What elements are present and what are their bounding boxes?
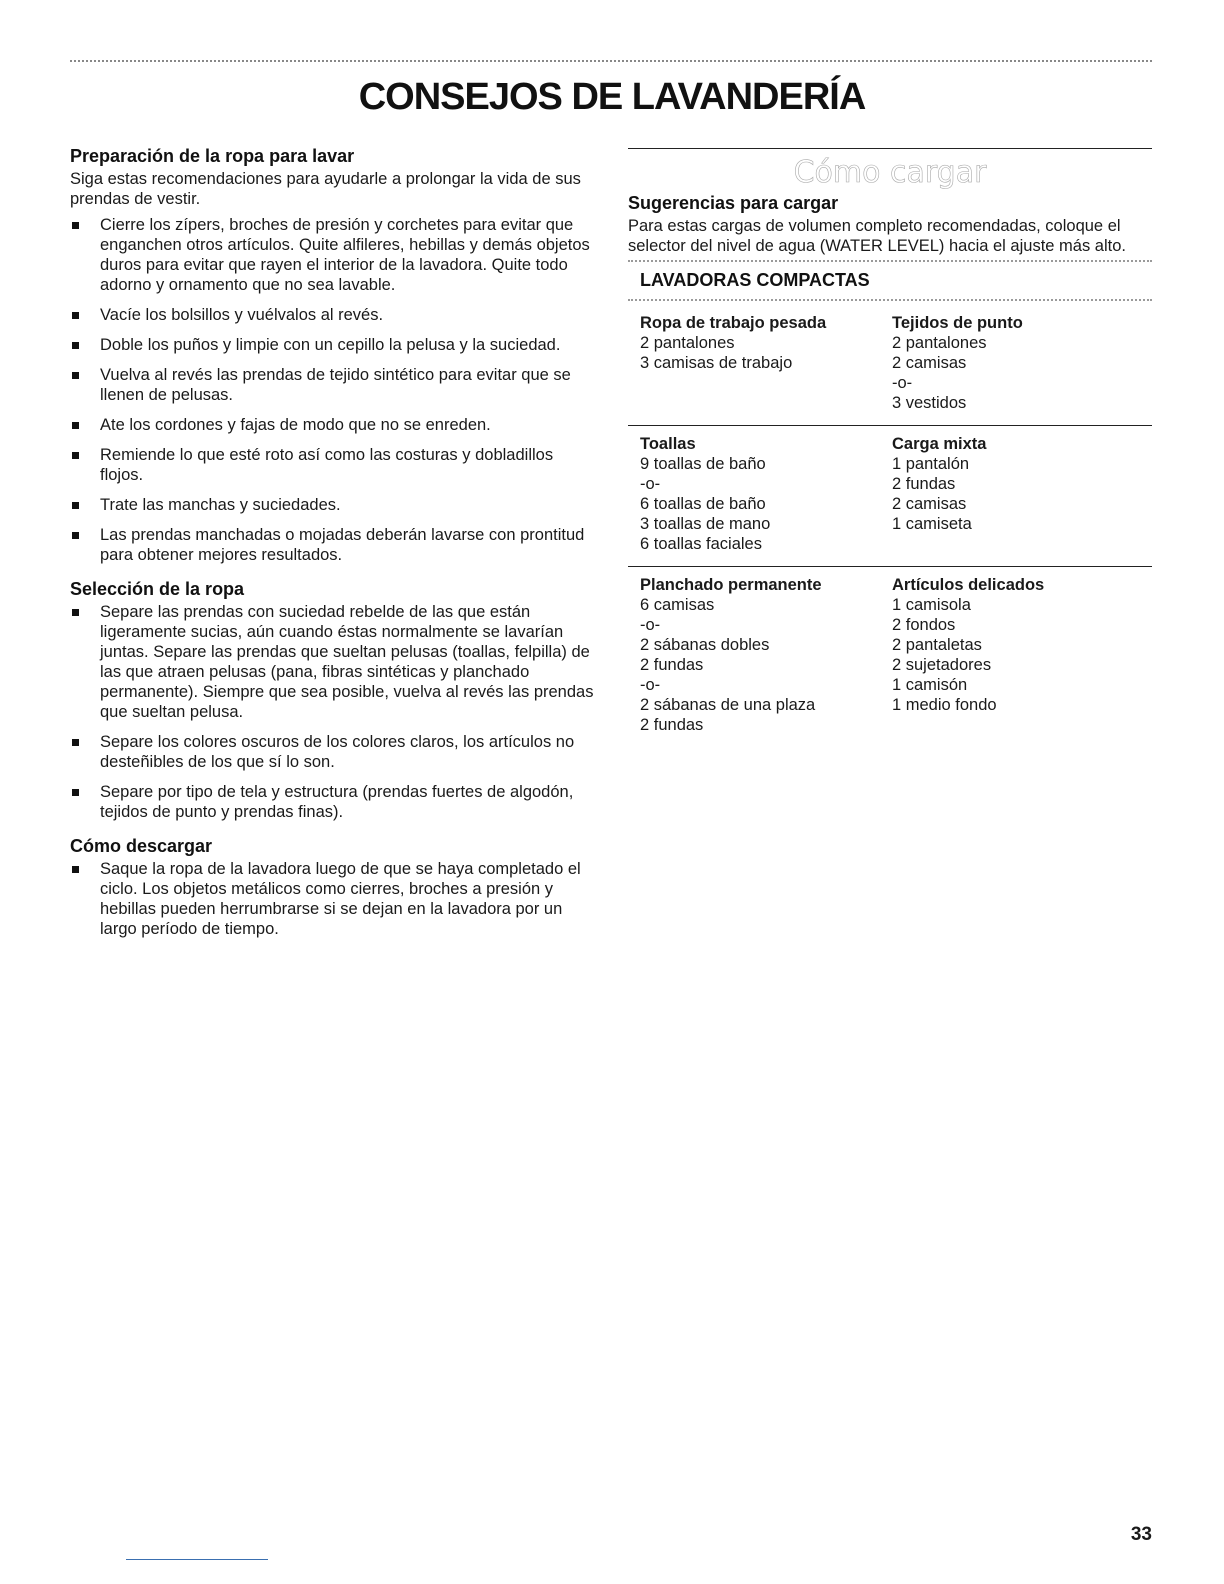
load-item: 6 toallas de baño [640,495,766,513]
load-item: 2 pantalones [640,334,735,352]
load-category-title: Ropa de trabajo pesada [640,314,827,332]
list-item: Separe los colores oscuros de los colores claros, los artículos no desteñibles de los que sí lo son. [70,732,594,772]
list-item: Cierre los zípers, broches de presión y corchetes para evitar que enganchen otros artículos. Quite alfileres, hebillas y demás objetos duros para evitar que rayen el interior de la lavadora. Quite todo adorno y ornamento que no sea lavable. [70,215,594,295]
bullet-square-icon [72,222,79,229]
load-item: 2 camisas [892,495,967,513]
list-item: Separe por tipo de tela y estructura (prendas fuertes de algodón, tejidos de punto y prendas finas). [70,782,594,822]
load-item: 2 fundas [640,716,704,734]
bullet-square-icon [72,372,79,379]
list-item: Vuelva al revés las prendas de tejido sintético para evitar que se llenen de pelusas. [70,365,594,405]
sugg-heading: Sugerencias para cargar [628,193,839,213]
load-row [628,305,1152,426]
top-dotted-rule [70,60,1152,62]
load-item: 1 camiseta [892,515,972,533]
load-item: 2 sábanas dobles [640,636,770,654]
list-item: Trate las manchas y suciedades. [70,495,594,515]
list-item: Separe las prendas con suciedad rebelde de las que están ligeramente sucias, aún cuando éstas normalmente se lavarían juntas. Separe las prendas que sueltan pelusas (toallas, felpilla) de las que atraen pelusas (pana, fibras sintéticas y planchado permanente). Siempre que sea posible, vuelva al revés las prendas que sueltan pelusa. [70,602,594,722]
load-item: 6 camisas [640,596,715,614]
load-item: 2 camisas [892,354,967,372]
bullet-square-icon [72,739,79,746]
load-category-title: Planchado permanente [640,576,822,594]
bullet-square-icon [72,342,79,349]
load-category [892,313,1144,413]
load-item: -o- [640,676,661,694]
load-category [640,434,892,554]
load-item: -o- [640,616,661,634]
load-category [640,313,892,413]
load-item: 2 fondos [892,616,956,634]
list-item: Vacíe los bolsillos y vuélvalos al revés. [70,305,594,325]
list-item: Ate los cordones y fajas de modo que no se enreden. [70,415,594,435]
list-item: Las prendas manchadas o mojadas deberán lavarse con prontitud para obtener mejores resultados. [70,525,594,565]
load-item: 1 medio fondo [892,696,997,714]
bullet-square-icon [72,866,79,873]
left-column [70,146,594,953]
ghost-heading: Cómo cargar [793,155,987,190]
bullet-square-icon [72,609,79,616]
load-item: 1 camisola [892,596,971,614]
load-item: 2 fundas [640,656,704,674]
load-category-title: Toallas [640,435,696,453]
right-column [628,148,1152,747]
select-heading: Selección de la ropa [70,579,245,599]
unload-heading: Cómo descargar [70,836,213,856]
load-item: 3 vestidos [892,394,967,412]
load-item: 3 toallas de mano [640,515,771,533]
load-item: 9 toallas de baño [640,455,766,473]
load-category [892,575,1144,735]
prep-intro: Siga estas recomendaciones para ayudarle a prolongar la vida de sus prendas de vestir. [70,170,581,208]
dotted-rule [628,299,1152,301]
load-category-title: Tejidos de punto [892,314,1023,332]
load-item: 2 sábanas de una plaza [640,696,816,714]
load-item: 2 pantaletas [892,636,982,654]
prep-heading: Preparación de la ropa para lavar [70,146,355,166]
dotted-rule [628,260,1152,262]
unload-list [70,859,594,939]
footer-rule [126,1559,268,1560]
load-item: -o- [892,374,913,392]
load-item: 3 camisas de trabajo [640,354,793,372]
list-item: Saque la ropa de la lavadora luego de que se haya completado el ciclo. Los objetos metálicos como cierres, broches a presión y hebillas pueden herrumbrarse si se dejan en la lavadora por un largo período de tiempo. [70,859,594,939]
bullet-square-icon [72,502,79,509]
load-category [892,434,1144,554]
page-title: CONSEJOS DE LAVANDERÍA [358,76,866,118]
load-item: 1 pantalón [892,455,970,473]
load-table [628,305,1152,747]
compact-heading: LAVADORAS COMPACTAS [640,270,870,290]
load-item: 1 camisón [892,676,968,694]
load-category-title: Artículos delicados [892,576,1045,594]
load-item: -o- [640,475,661,493]
bullet-square-icon [72,452,79,459]
list-item: Remiende lo que esté roto así como las costuras y dobladillos flojos. [70,445,594,485]
load-category-title: Carga mixta [892,435,987,453]
sugg-text: Para estas cargas de volumen completo recomendadas, coloque el selector del nivel de agua (WATER LEVEL) hacia el ajuste más alto. [628,217,1126,255]
section-top-rule [628,148,1152,149]
load-item: 2 pantalones [892,334,987,352]
load-item: 2 fundas [892,475,956,493]
load-row [628,426,1152,567]
load-item: 2 sujetadores [892,656,992,674]
list-item: Doble los puños y limpie con un cepillo la pelusa y la suciedad. [70,335,594,355]
load-row [628,567,1152,747]
bullet-square-icon [72,532,79,539]
bullet-square-icon [72,312,79,319]
bullet-square-icon [72,789,79,796]
load-item: 6 toallas faciales [640,535,762,553]
page-number: 33 [1130,1524,1152,1545]
bullet-square-icon [72,422,79,429]
select-list [70,602,594,822]
prep-list [70,215,594,565]
load-category [640,575,892,735]
